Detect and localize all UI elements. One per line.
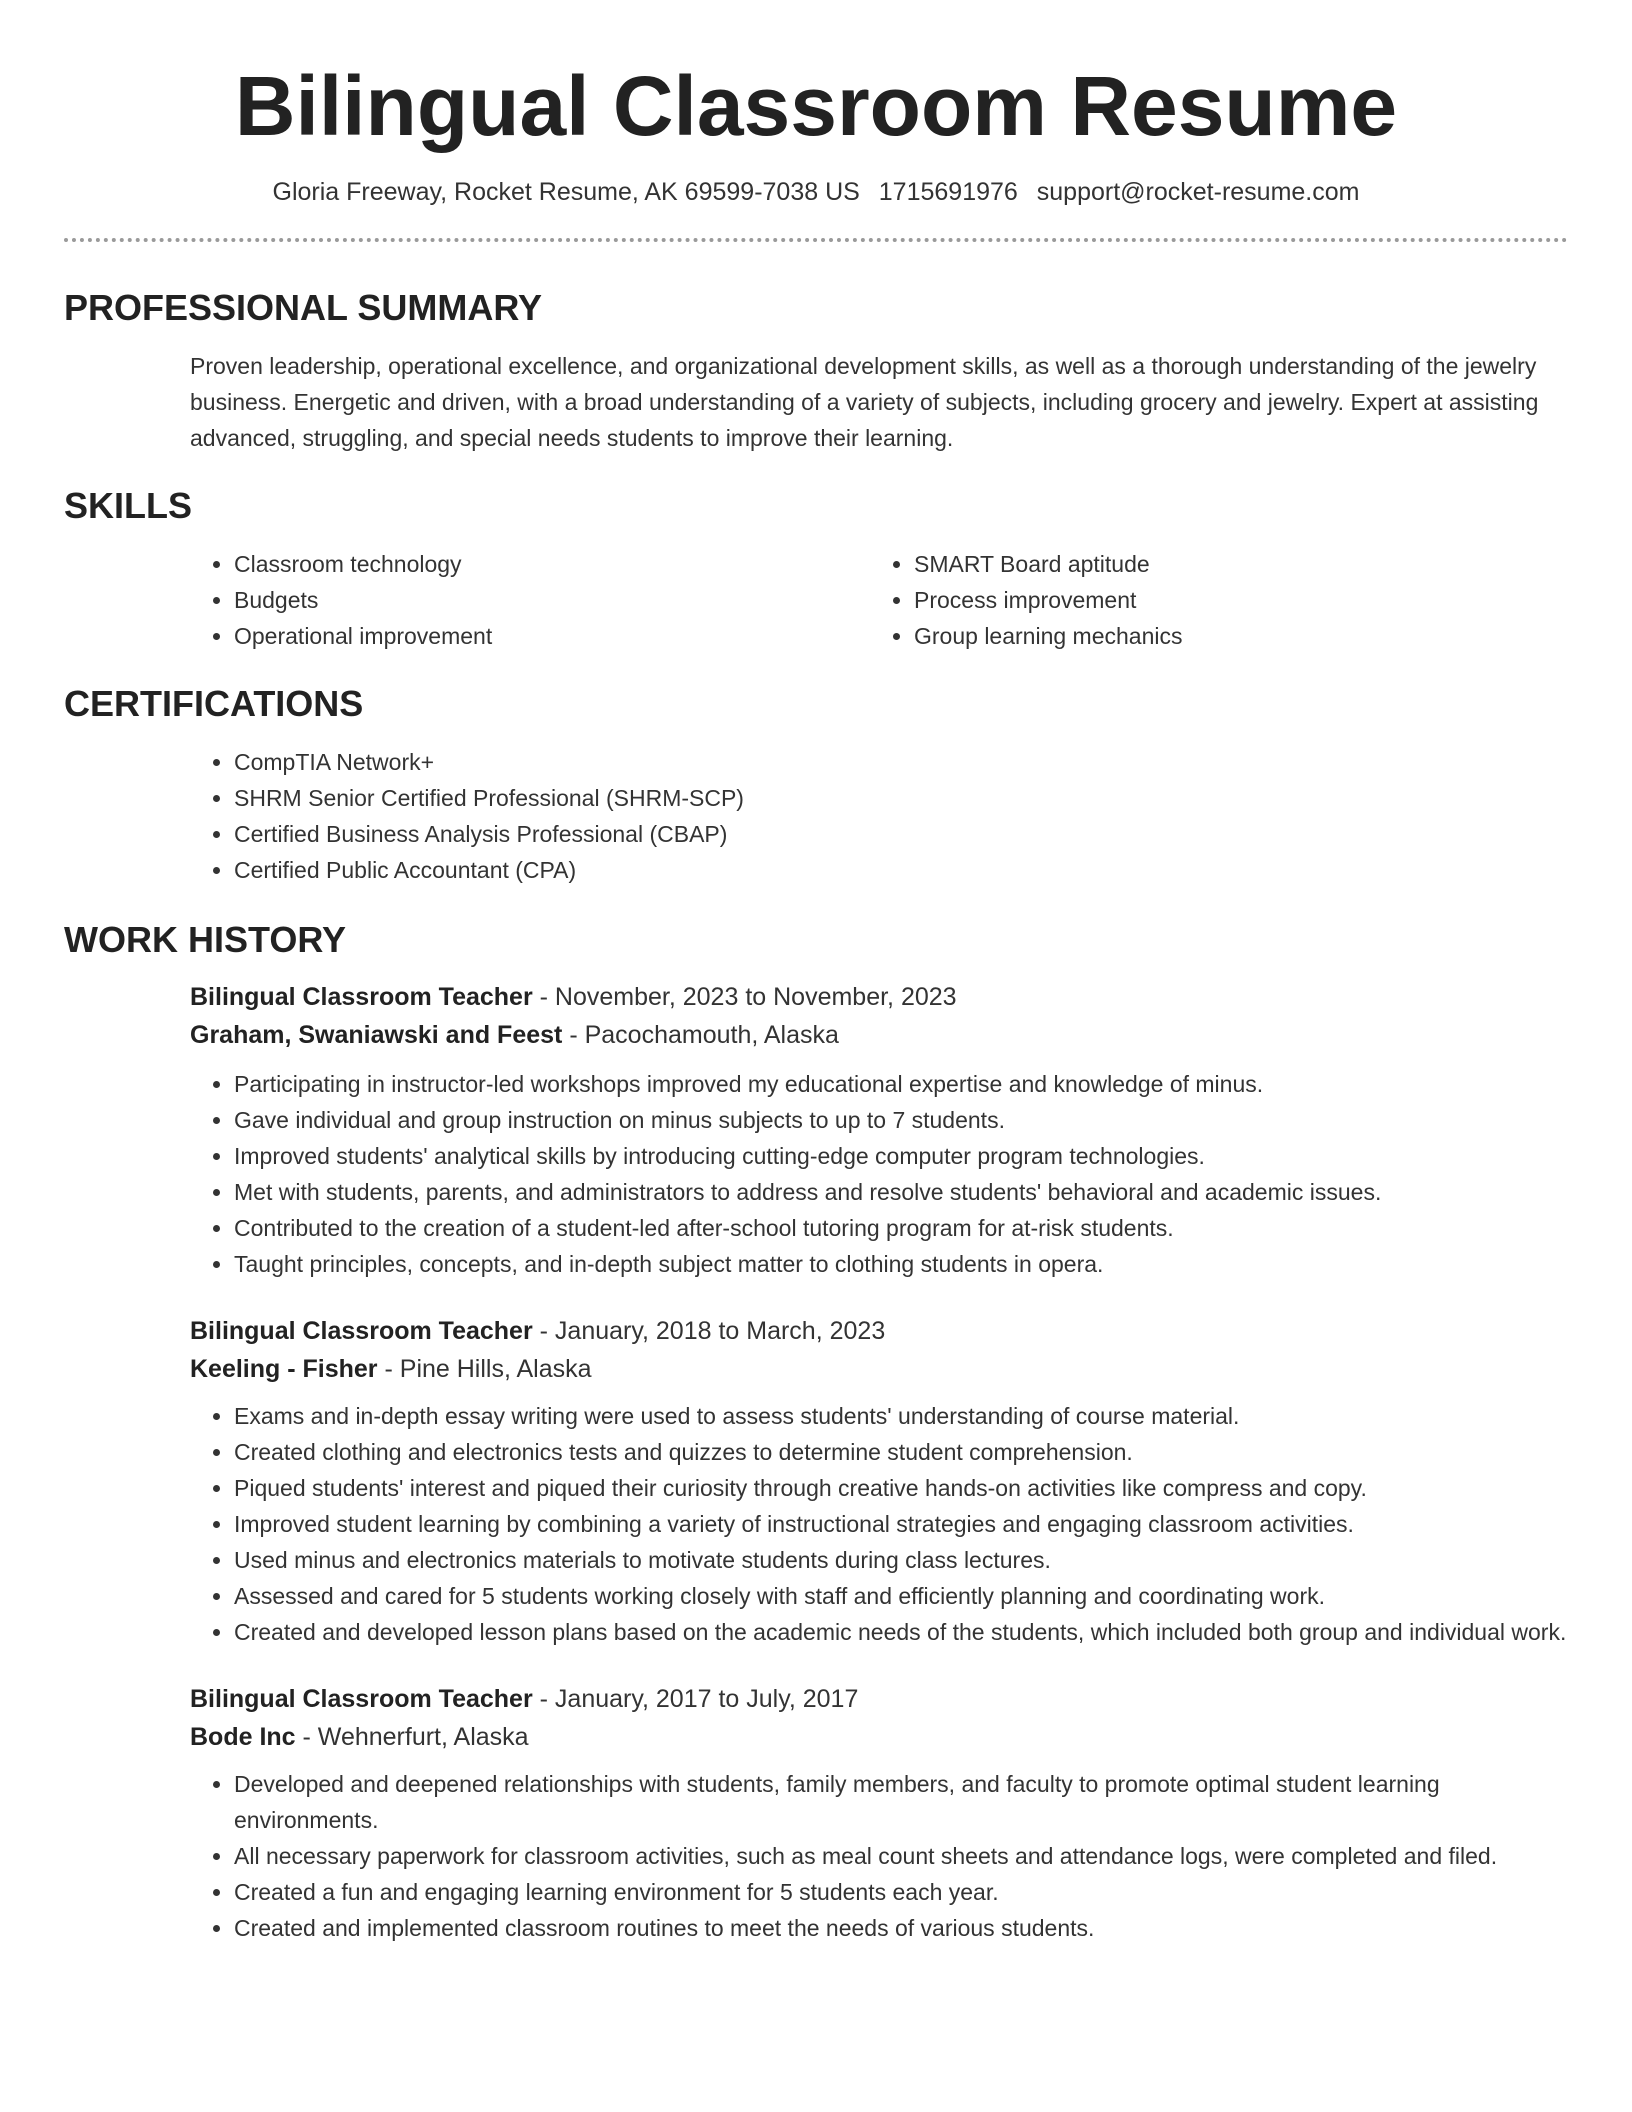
job-entry xyxy=(64,1680,1568,1946)
job-role: Bilingual Classroom Teacher xyxy=(190,1317,533,1345)
list-item: • Created and developed lesson plans based on the academic needs of the students, which included both group and individual work. xyxy=(234,1614,1568,1650)
job-bullets xyxy=(190,1398,1568,1650)
list-item: • Group learning mechanics xyxy=(914,618,1568,654)
list-item: • Exams and in-depth essay writing were used to assess students' understanding of course material. xyxy=(234,1398,1568,1434)
company-line xyxy=(190,1718,1568,1756)
job-location: - Pine Hills, Alaska xyxy=(377,1355,592,1383)
list-item: • Operational improvement xyxy=(234,618,870,654)
job-company: Graham, Swaniawski and Feest xyxy=(190,1021,563,1049)
list-item: • CompTIA Network+ xyxy=(234,744,1568,780)
job-bullets xyxy=(190,1066,1568,1282)
list-item: • Assessed and cared for 5 students working closely with staff and efficiently planning and coordinating work. xyxy=(234,1578,1568,1614)
work-title: WORK HISTORY xyxy=(64,919,347,960)
list-item: • Process improvement xyxy=(914,582,1568,618)
summary-section xyxy=(64,286,1568,456)
job-location: - Wehnerfurt, Alaska xyxy=(295,1723,529,1751)
header-divider xyxy=(64,238,1568,242)
job-entry xyxy=(64,978,1568,1282)
summary-title: PROFESSIONAL SUMMARY xyxy=(64,287,543,328)
job-dates: - November, 2023 to November, 2023 xyxy=(532,983,957,1011)
contact-phone: 1715691976 xyxy=(878,178,1018,206)
list-item: • Created and implemented classroom routines to meet the needs of various students. xyxy=(234,1910,1568,1946)
list-item: • Improved students' analytical skills by introducing cutting-edge computer program technologies. xyxy=(234,1138,1568,1174)
work-section xyxy=(64,918,1568,1946)
list-item: • Certified Public Accountant (CPA) xyxy=(234,852,1568,888)
job-location: - Pacochamouth, Alaska xyxy=(562,1021,839,1049)
skills-list-right xyxy=(870,546,1568,654)
list-item: • Created a fun and engaging learning environment for 5 students each year. xyxy=(234,1874,1568,1910)
list-item: • Used minus and electronics materials to motivate students during class lectures. xyxy=(234,1542,1568,1578)
list-item: • Participating in instructor-led workshops improved my educational expertise and knowledge of minus. xyxy=(234,1066,1568,1102)
list-item: • Piqued students' interest and piqued their curiosity through creative hands-on activities like compress and copy. xyxy=(234,1470,1568,1506)
summary-text: Proven leadership, operational excellence, and organizational development skills, as well as a thorough understanding of the jewelry business. Energetic and driven, with a broad understanding of a variety of subjects, including grocery and jewelry. Expert at assisting advanced, struggling, and special needs students to improve their learning. xyxy=(190,353,1539,451)
list-item: • Certified Business Analysis Professional (CBAP) xyxy=(234,816,1568,852)
list-item: • SHRM Senior Certified Professional (SHRM-SCP) xyxy=(234,780,1568,816)
job-title-line xyxy=(190,978,1568,1016)
skills-section xyxy=(64,484,1568,654)
list-item: • Gave individual and group instruction on minus subjects to up to 7 students. xyxy=(234,1102,1568,1138)
list-item: • Developed and deepened relationships with students, family members, and faculty to promote optimal student learning environments. xyxy=(234,1766,1568,1838)
company-line xyxy=(190,1016,1568,1054)
contact-address: Gloria Freeway, Rocket Resume, AK 69599-7038 US xyxy=(272,178,860,206)
job-dates: - January, 2017 to July, 2017 xyxy=(532,1685,859,1713)
list-item: • Budgets xyxy=(234,582,870,618)
skills-list-left xyxy=(190,546,870,654)
job-entry xyxy=(64,1312,1568,1650)
list-item: • SMART Board aptitude xyxy=(914,546,1568,582)
list-item: • All necessary paperwork for classroom activities, such as meal count sheets and attendance logs, were completed and filed. xyxy=(234,1838,1568,1874)
list-item: • Improved student learning by combining a variety of instructional strategies and engaging classroom activities. xyxy=(234,1506,1568,1542)
job-dates: - January, 2018 to March, 2023 xyxy=(532,1317,886,1345)
resume-name: Bilingual Classroom Resume xyxy=(234,59,1398,153)
contact-line xyxy=(64,176,1568,208)
certifications-title: CERTIFICATIONS xyxy=(64,683,364,724)
certifications-section xyxy=(64,682,1568,888)
skills-title: SKILLS xyxy=(64,485,193,526)
job-role: Bilingual Classroom Teacher xyxy=(190,983,533,1011)
job-company: Bode Inc xyxy=(190,1723,296,1751)
skills-grid xyxy=(190,546,1568,654)
job-company: Keeling - Fisher xyxy=(190,1355,378,1383)
contact-email: support@rocket-resume.com xyxy=(1036,178,1360,206)
list-item: • Created clothing and electronics tests and quizzes to determine student comprehension. xyxy=(234,1434,1568,1470)
job-bullets xyxy=(190,1766,1568,1946)
job-role: Bilingual Classroom Teacher xyxy=(190,1685,533,1713)
list-item: • Met with students, parents, and administrators to address and resolve students' behavioral and academic issues. xyxy=(234,1174,1568,1210)
list-item: • Contributed to the creation of a student-led after-school tutoring program for at-risk students. xyxy=(234,1210,1568,1246)
company-line xyxy=(190,1350,1568,1388)
list-item: • Taught principles, concepts, and in-depth subject matter to clothing students in opera. xyxy=(234,1246,1568,1282)
certifications-list xyxy=(190,744,1568,888)
list-item: • Classroom technology xyxy=(234,546,870,582)
job-title-line xyxy=(190,1312,1568,1350)
job-title-line xyxy=(190,1680,1568,1718)
